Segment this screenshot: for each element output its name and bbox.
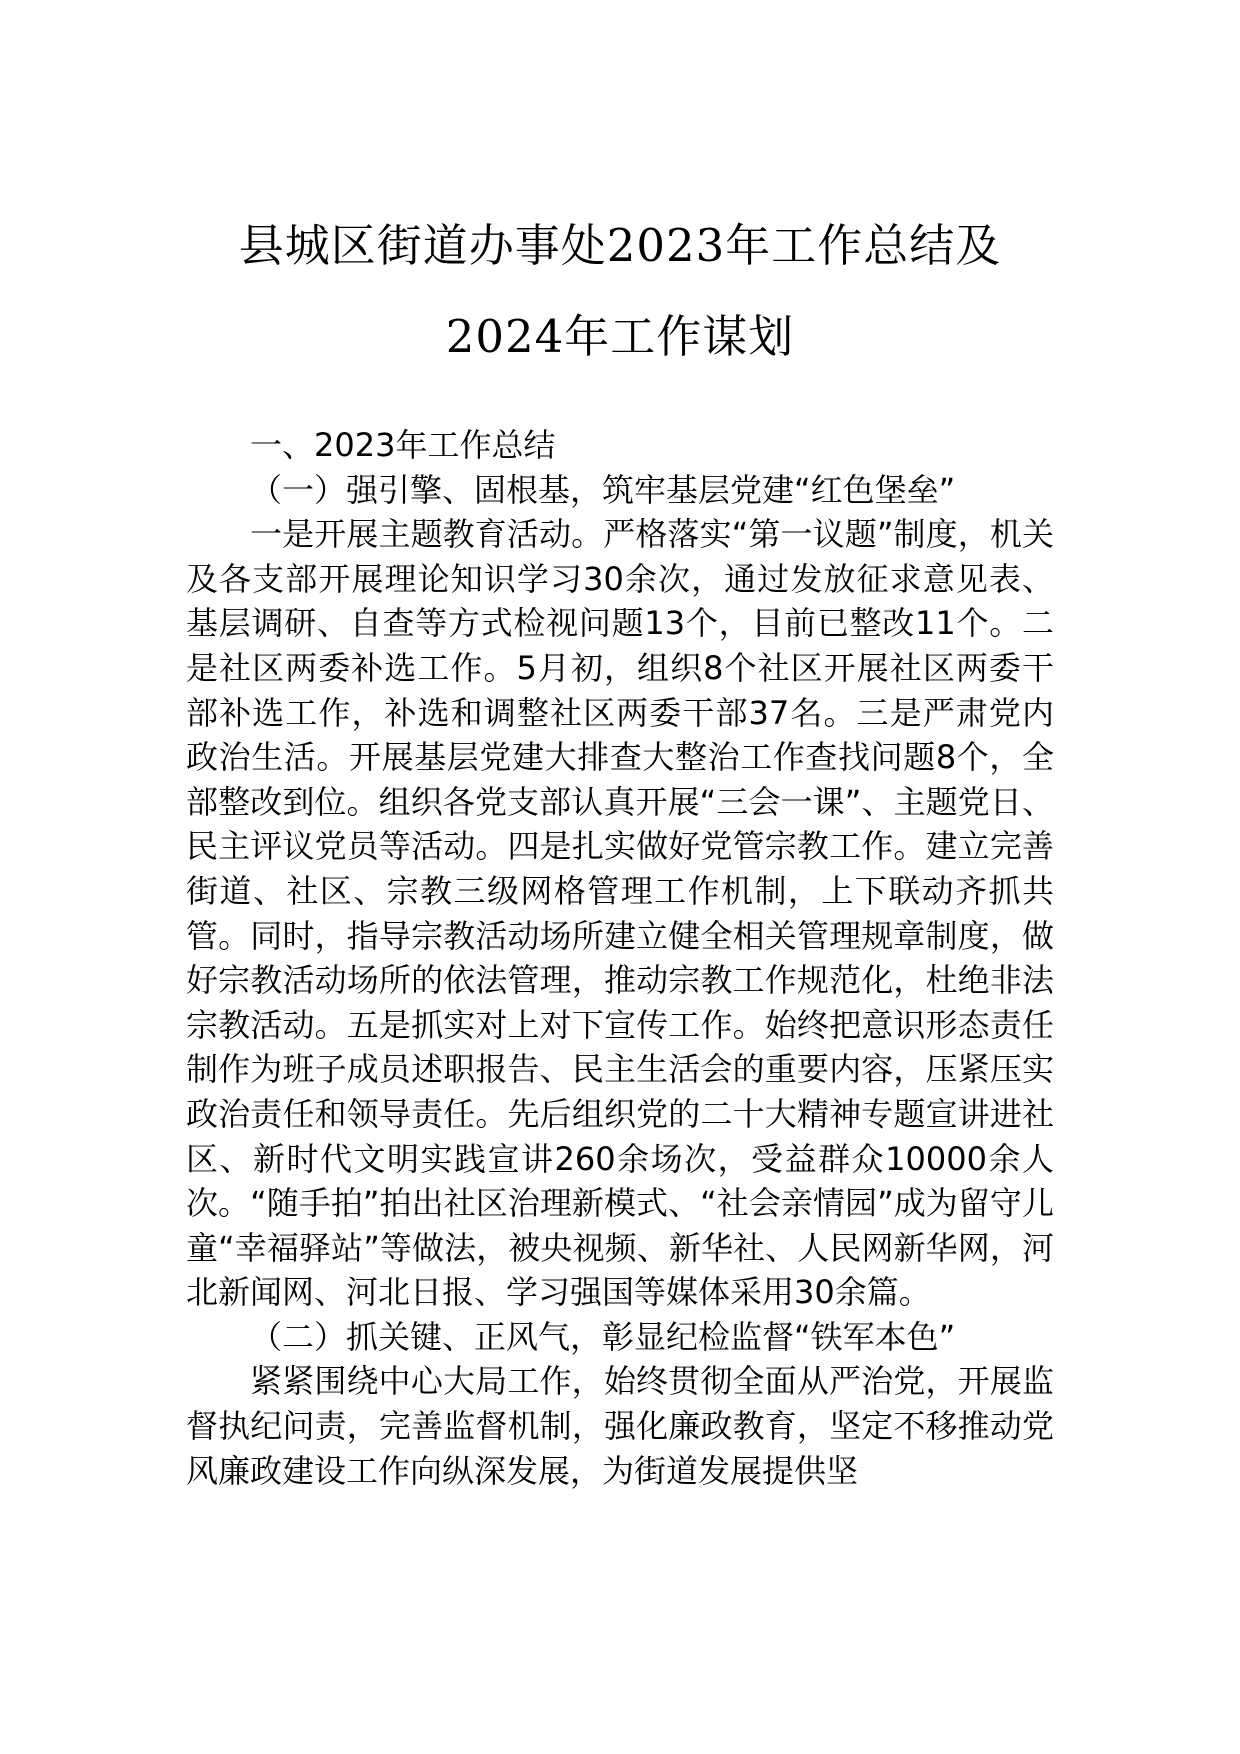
document-title: 县城区街道办事处2023年工作总结及2024年工作谋划 (238, 219, 1002, 363)
subsection-heading: （一）强引擎、固根基，筑牢基层党建“红色堡垒” (250, 470, 956, 509)
body-paragraph: 紧紧围绕中心大局工作，始终贯彻全面从严治党，开展监督执纪问责，完善监督机制，强化廉政教育，坚定不移推动党风廉政建设工作向纵深发展，为街道发展提供坚 (186, 1362, 1054, 1490)
document-body (186, 423, 1054, 1493)
subsection-heading: （二）抓关键、正风气，彰显纪检监督“铁军本色” (250, 1317, 956, 1356)
section-heading: 一、2023年工作总结 (250, 426, 556, 464)
body-paragraph: 一是开展主题教育活动。严格落实“第一议题”制度，机关及各支部开展理论知识学习30余次，通过发放征求意见表、基层调研、自查等方式检视问题13个，目前已整改11个。二是社区两委补选工作。5月初，组织8个社区开展社区两委干部补选工作，补选和调整社区两委干部37名。三是严肃党内政治生活。开展基层党建大排查大整治工作查找问题8个，全部整改到位。组织各党支部认真开展“三会一课”、主题党日、民主评议党员等活动。四是扎实做好党管宗教工作。建立完善街道、社区、宗教三级网格管理工作机制，上下联动齐抓共管。同时，指导宗教活动场所建立健全相关管理规章制度，做好宗教活动场所的依法管理，推动宗教工作规范化，杜绝非法宗教活动。五是抓实对上对下宣传工作。始终把意识形态责任制作为班子成员述职报告、民主生活会的重要内容，压紧压实政治责任和领导责任。先后组织党的二十大精神专题宣讲进社区、新时代文明实践宣讲260余场次，受益群众10000余人次。“随手拍”拍出社区治理新模式、“社会亲情园”成为留守儿童“幸福驿站”等做法，被央视频、新华社、人民网新华网，河北新闻网、河北日报、学习强国等媒体采用30余篇。 (186, 515, 1054, 1312)
